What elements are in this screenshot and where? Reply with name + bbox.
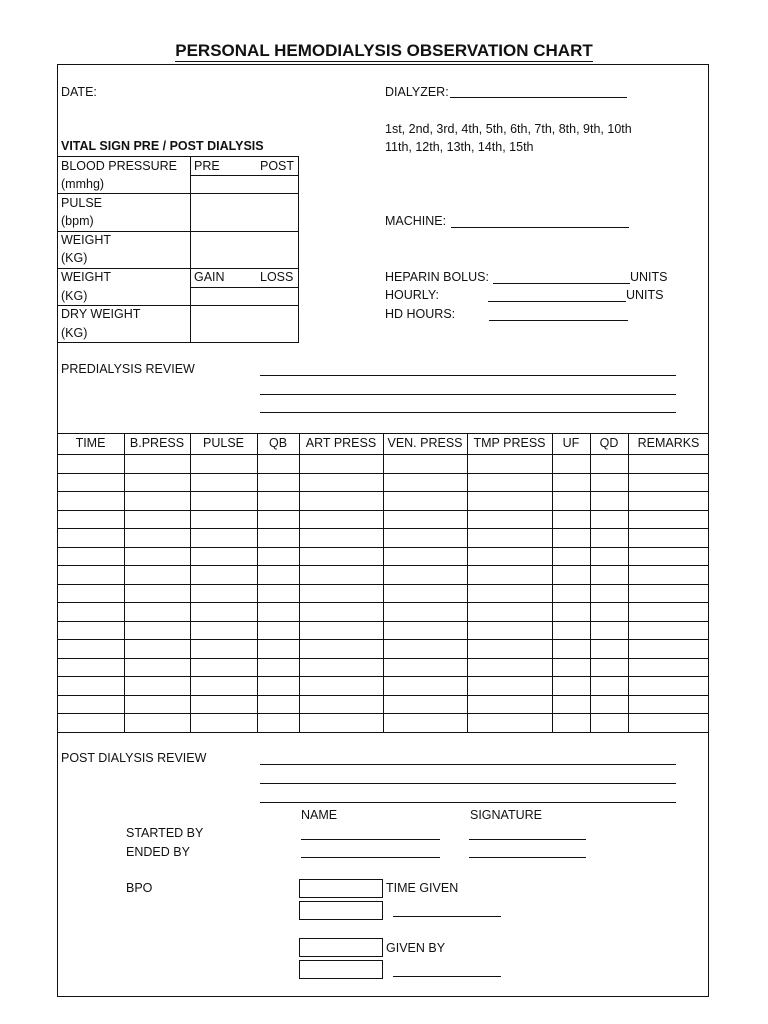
table-cell[interactable] <box>58 548 124 566</box>
predialysis-review-line[interactable] <box>260 375 676 376</box>
post-dialysis-review-line[interactable] <box>260 764 676 765</box>
table-cell[interactable] <box>191 677 257 695</box>
table-cell[interactable] <box>384 585 467 603</box>
table-cell[interactable] <box>300 474 383 492</box>
table-cell[interactable] <box>125 474 190 492</box>
table-cell[interactable] <box>125 455 190 473</box>
table-cell[interactable] <box>553 474 590 492</box>
table-cell[interactable] <box>553 696 590 714</box>
table-cell[interactable] <box>468 603 552 621</box>
bpo-label: BPO <box>126 881 153 895</box>
table-cell[interactable] <box>591 492 628 510</box>
table-cell[interactable] <box>300 548 383 566</box>
table-cell[interactable] <box>300 529 383 547</box>
table-cell[interactable] <box>468 696 552 714</box>
table-cell[interactable] <box>468 585 552 603</box>
table-cell[interactable] <box>591 659 628 677</box>
weight-gain-loss-label: WEIGHT <box>61 270 111 284</box>
post-dialysis-review-line[interactable] <box>260 783 676 784</box>
post-header: POST <box>260 159 295 173</box>
signature-header: SIGNATURE <box>470 808 542 822</box>
started-by-name-field[interactable] <box>301 839 440 840</box>
table-cell[interactable] <box>58 566 124 584</box>
table-cell[interactable] <box>591 529 628 547</box>
page-title: PERSONAL HEMODIALYSIS OBSERVATION CHART <box>175 41 593 60</box>
table-cell[interactable] <box>384 714 467 732</box>
started-by-signature-field[interactable] <box>469 839 586 840</box>
table-cell[interactable] <box>468 529 552 547</box>
table-cell[interactable] <box>258 585 299 603</box>
table-cell[interactable] <box>58 474 124 492</box>
predialysis-review-line[interactable] <box>260 394 676 395</box>
table-cell[interactable] <box>629 548 709 566</box>
weight-label: WEIGHT <box>61 233 111 247</box>
table-cell[interactable] <box>258 492 299 510</box>
table-cell[interactable] <box>125 529 190 547</box>
table-row-line <box>57 732 709 733</box>
started-by-label: STARTED BY <box>126 826 204 840</box>
ended-by-signature-field[interactable] <box>469 857 586 858</box>
hd-hours-field[interactable] <box>489 320 628 321</box>
pulse-unit: (bpm) <box>61 214 94 228</box>
table-cell[interactable] <box>384 529 467 547</box>
table-cell[interactable] <box>300 603 383 621</box>
table-cell[interactable] <box>591 622 628 640</box>
dialyzer-label: DIALYZER: <box>385 85 449 99</box>
table-cell[interactable] <box>553 492 590 510</box>
col-header-bpress: B.PRESS <box>129 436 185 450</box>
table-cell[interactable] <box>384 474 467 492</box>
table-cell[interactable] <box>300 640 383 658</box>
table-cell[interactable] <box>191 696 257 714</box>
table-cell[interactable] <box>125 585 190 603</box>
table-cell[interactable] <box>300 677 383 695</box>
table-cell[interactable] <box>125 659 190 677</box>
table-cell[interactable] <box>125 566 190 584</box>
table-cell[interactable] <box>468 492 552 510</box>
col-header-qb: QB <box>268 436 288 450</box>
table-cell[interactable] <box>591 714 628 732</box>
table-cell[interactable] <box>384 548 467 566</box>
table-cell[interactable] <box>384 511 467 529</box>
table-cell[interactable] <box>58 622 124 640</box>
table-cell[interactable] <box>300 492 383 510</box>
table-cell[interactable] <box>125 511 190 529</box>
table-cell[interactable] <box>629 474 709 492</box>
given-by-field[interactable] <box>393 976 501 977</box>
time-given-label: TIME GIVEN <box>386 881 459 895</box>
table-cell[interactable] <box>58 603 124 621</box>
table-cell[interactable] <box>468 566 552 584</box>
table-cell[interactable] <box>553 529 590 547</box>
table-cell[interactable] <box>591 603 628 621</box>
ended-by-label: ENDED BY <box>126 845 190 859</box>
table-cell[interactable] <box>258 529 299 547</box>
table-cell[interactable] <box>58 659 124 677</box>
col-header-art-press: ART PRESS <box>305 436 377 450</box>
table-cell[interactable] <box>58 455 124 473</box>
table-cell[interactable] <box>191 529 257 547</box>
table-cell[interactable] <box>191 455 257 473</box>
bpo-box[interactable] <box>299 938 383 957</box>
heparin-bolus-field[interactable] <box>493 283 630 284</box>
table-cell[interactable] <box>58 677 124 695</box>
table-cell[interactable] <box>384 677 467 695</box>
table-cell[interactable] <box>191 511 257 529</box>
vital-sign-heading: VITAL SIGN PRE / POST DIALYSIS <box>61 139 264 153</box>
table-cell[interactable] <box>125 603 190 621</box>
name-header: NAME <box>301 808 338 822</box>
table-cell[interactable] <box>468 622 552 640</box>
weight-unit: (KG) <box>61 251 88 265</box>
table-cell[interactable] <box>591 696 628 714</box>
predialysis-review-line[interactable] <box>260 412 676 413</box>
dry-weight-field[interactable] <box>191 306 298 342</box>
post-dialysis-review-label: POST DIALYSIS REVIEW <box>61 751 207 765</box>
table-cell[interactable] <box>591 511 628 529</box>
table-cell[interactable] <box>553 603 590 621</box>
bpo-box[interactable] <box>299 960 383 979</box>
table-cell[interactable] <box>258 455 299 473</box>
table-cell[interactable] <box>591 455 628 473</box>
table-cell[interactable] <box>258 548 299 566</box>
heparin-bolus-label: HEPARIN BOLUS: <box>385 270 489 284</box>
post-dialysis-review-line[interactable] <box>260 802 676 803</box>
table-cell[interactable] <box>553 511 590 529</box>
table-cell[interactable] <box>384 455 467 473</box>
table-cell[interactable] <box>58 511 124 529</box>
bpo-box[interactable] <box>299 901 383 920</box>
table-cell[interactable] <box>300 455 383 473</box>
table-cell[interactable] <box>468 677 552 695</box>
table-cell[interactable] <box>468 548 552 566</box>
table-cell[interactable] <box>258 714 299 732</box>
table-cell[interactable] <box>300 585 383 603</box>
dry-weight-unit: (KG) <box>61 326 88 340</box>
table-cell[interactable] <box>553 622 590 640</box>
table-cell[interactable] <box>591 548 628 566</box>
col-header-ven-press: VEN. PRESS <box>387 436 463 450</box>
gain-header: GAIN <box>194 270 225 284</box>
reuse-count-line-1: 1st, 2nd, 3rd, 4th, 5th, 6th, 7th, 8th, 9th, 10th <box>385 122 632 136</box>
bpo-box[interactable] <box>299 879 383 898</box>
table-cell[interactable] <box>384 640 467 658</box>
table-cell[interactable] <box>58 714 124 732</box>
table-cell[interactable] <box>629 529 709 547</box>
machine-label: MACHINE: <box>385 214 447 228</box>
table-cell[interactable] <box>300 696 383 714</box>
table-cell[interactable] <box>58 696 124 714</box>
col-header-uf: UF <box>562 436 580 450</box>
table-cell[interactable] <box>125 548 190 566</box>
predialysis-review-label: PREDIALYSIS REVIEW <box>61 362 195 376</box>
table-cell[interactable] <box>58 640 124 658</box>
table-cell[interactable] <box>553 659 590 677</box>
ended-by-name-field[interactable] <box>301 857 440 858</box>
table-cell[interactable] <box>300 511 383 529</box>
table-cell[interactable] <box>300 622 383 640</box>
col-header-remarks: REMARKS <box>637 436 700 450</box>
table-cell[interactable] <box>300 714 383 732</box>
table-cell[interactable] <box>384 659 467 677</box>
time-given-field[interactable] <box>393 916 501 917</box>
table-cell[interactable] <box>191 640 257 658</box>
hourly-label: HOURLY: <box>385 288 439 302</box>
table-cell[interactable] <box>468 455 552 473</box>
table-cell[interactable] <box>191 659 257 677</box>
table-cell[interactable] <box>591 585 628 603</box>
col-header-tmp-press: TMP PRESS <box>473 436 546 450</box>
table-cell[interactable] <box>125 492 190 510</box>
table-cell[interactable] <box>384 566 467 584</box>
table-cell[interactable] <box>125 622 190 640</box>
table-cell[interactable] <box>258 622 299 640</box>
table-cell[interactable] <box>191 492 257 510</box>
table-cell[interactable] <box>258 566 299 584</box>
hourly-units: UNITS <box>626 288 664 302</box>
table-cell[interactable] <box>191 548 257 566</box>
pulse-field[interactable] <box>191 194 298 231</box>
weight-gain-loss-field[interactable] <box>191 288 298 305</box>
table-cell[interactable] <box>553 677 590 695</box>
given-by-label: GIVEN BY <box>386 941 446 955</box>
table-cell[interactable] <box>300 566 383 584</box>
table-cell[interactable] <box>468 511 552 529</box>
table-cell[interactable] <box>629 622 709 640</box>
table-cell[interactable] <box>125 677 190 695</box>
blood-pressure-label: BLOOD PRESSURE <box>61 159 178 173</box>
table-cell[interactable] <box>468 474 552 492</box>
col-header-time: TIME <box>75 436 106 450</box>
table-cell[interactable] <box>553 585 590 603</box>
table-cell[interactable] <box>58 529 124 547</box>
table-cell[interactable] <box>553 566 590 584</box>
weight-gain-loss-unit: (KG) <box>61 289 88 303</box>
table-cell[interactable] <box>629 566 709 584</box>
pulse-label: PULSE <box>61 196 102 210</box>
table-cell[interactable] <box>553 455 590 473</box>
table-cell[interactable] <box>384 603 467 621</box>
table-cell[interactable] <box>553 640 590 658</box>
table-cell[interactable] <box>629 696 709 714</box>
date-label: DATE: <box>61 85 97 99</box>
table-cell[interactable] <box>258 640 299 658</box>
table-cell[interactable] <box>258 511 299 529</box>
dialyzer-field[interactable] <box>450 97 627 98</box>
table-cell[interactable] <box>258 603 299 621</box>
table-cell[interactable] <box>468 659 552 677</box>
table-cell[interactable] <box>191 714 257 732</box>
col-header-qd: QD <box>599 436 619 450</box>
table-cell[interactable] <box>629 492 709 510</box>
blood-pressure-field[interactable] <box>191 176 298 193</box>
table-cell[interactable] <box>629 455 709 473</box>
table-cell[interactable] <box>125 640 190 658</box>
table-cell[interactable] <box>125 696 190 714</box>
table-cell[interactable] <box>58 585 124 603</box>
table-cell[interactable] <box>58 492 124 510</box>
table-cell[interactable] <box>591 566 628 584</box>
table-cell[interactable] <box>258 474 299 492</box>
table-cell[interactable] <box>384 622 467 640</box>
table-cell[interactable] <box>629 603 709 621</box>
table-cell[interactable] <box>629 585 709 603</box>
vital-table-top-line <box>57 156 299 157</box>
table-cell[interactable] <box>191 585 257 603</box>
vital-table-bottom-line <box>57 342 299 343</box>
table-cell[interactable] <box>591 640 628 658</box>
table-cell[interactable] <box>629 677 709 695</box>
table-cell[interactable] <box>191 474 257 492</box>
table-cell[interactable] <box>191 622 257 640</box>
table-cell[interactable] <box>468 714 552 732</box>
hourly-field[interactable] <box>488 301 626 302</box>
table-cell[interactable] <box>591 677 628 695</box>
table-cell[interactable] <box>468 640 552 658</box>
machine-field[interactable] <box>451 227 629 228</box>
hd-hours-label: HD HOURS: <box>385 307 456 321</box>
table-cell[interactable] <box>258 677 299 695</box>
table-cell[interactable] <box>629 511 709 529</box>
table-cell[interactable] <box>553 714 590 732</box>
table-cell[interactable] <box>384 492 467 510</box>
vital-table-right-edge <box>298 156 299 342</box>
table-cell[interactable] <box>258 696 299 714</box>
vital-table-line <box>57 268 299 269</box>
reuse-count-line-2: 11th, 12th, 13th, 14th, 15th <box>385 140 534 154</box>
table-cell[interactable] <box>125 714 190 732</box>
table-cell[interactable] <box>191 603 257 621</box>
table-cell[interactable] <box>384 696 467 714</box>
table-cell[interactable] <box>300 659 383 677</box>
table-cell[interactable] <box>629 659 709 677</box>
table-cell[interactable] <box>258 659 299 677</box>
pre-header: PRE <box>194 159 220 173</box>
loss-header: LOSS <box>260 270 294 284</box>
table-cell[interactable] <box>629 714 709 732</box>
col-header-pulse: PULSE <box>203 436 244 450</box>
table-cell[interactable] <box>191 566 257 584</box>
dry-weight-label: DRY WEIGHT <box>61 307 141 321</box>
table-cell[interactable] <box>591 474 628 492</box>
weight-field[interactable] <box>191 232 298 268</box>
table-cell[interactable] <box>553 548 590 566</box>
table-cell[interactable] <box>629 640 709 658</box>
blood-pressure-unit: (mmhg) <box>61 177 105 191</box>
heparin-bolus-units: UNITS <box>630 270 668 284</box>
